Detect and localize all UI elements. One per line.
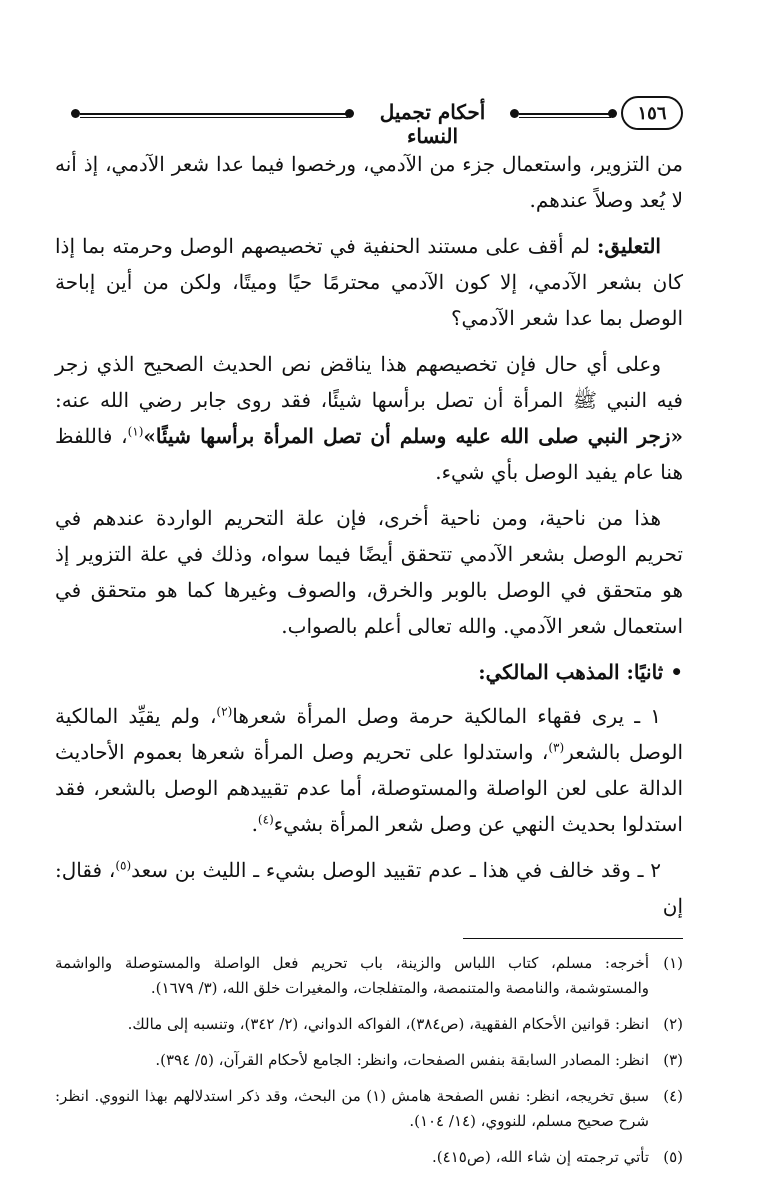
page-number: ١٥٦ [621,96,683,130]
paragraph-hadith [55,346,683,490]
point-2-text-b: ، فقال: إن [55,858,683,918]
footnote-text: انظر: قوانين الأحكام الفقهية، (ص٣٨٤)، الفواكه الدواني، (٢/ ٣٤٢)، وتنسبه إلى مالك. [127,1015,649,1033]
footnote-ref: (٥) [115,858,132,873]
page-header [55,94,683,148]
paragraph-reasoning: هذا من ناحية، ومن ناحية أخرى، فإن علة التحريم الواردة عندهم في تحريم الوصل بشعر الآدمي تتحقق أيضًا فيما سواه، وذلك في علة التزوير إذ هو متحقق في الوصل بالوبر والخرق، والصوف وغيرها كما هو متحقق في استعمال شعر الآدمي. والله تعالى أعلم بالصواب. [55,506,683,638]
footnote [55,951,683,1001]
footnote-ref: (٢) [216,704,233,719]
running-title: أحكام تجميل النساء [379,100,486,148]
header-rule [80,113,348,118]
footnote [55,1145,683,1170]
main-text [55,146,683,924]
paragraph-continuation: من التزوير، واستعمال جزء من الآدمي، ورخصوا فيما عدا شعر الآدمي، إذ أنه لا يُعد وصلاً عندهم. [55,152,683,212]
commentary-label: التعليق: [596,234,661,258]
commentary-text: لم أقف على مستند الحنفية في تخصيصهم الوصل وحرمته بما إذا كان بشعر الآدمي، إلا كون الآدمي محترمًا حيًا وميتًا، ولكن من أين إباحة الوصل بما عدا شعر الآدمي؟ [55,234,683,330]
footnote-separator [463,938,683,939]
footnote-number: (٥) [663,1148,683,1166]
paragraph-point-2 [55,852,683,924]
footnote-number: (٣) [663,1051,683,1069]
point-1-text-a: ١ ـ يرى فقهاء المالكية حرمة وصل المرأة شعرها [232,704,661,728]
footnote-number: (٢) [663,1015,683,1033]
footnote-ref: (٣) [548,740,565,755]
footnote-ref: (١) [127,424,144,439]
section-heading: • ثانيًا: المذهب المالكي: [478,660,683,684]
hadith-conclusion: ، فاللفظ هنا عام يفيد الوصل بأي شيء. [55,424,683,484]
footnote-number: (١) [663,954,683,972]
footnotes [55,951,683,1170]
footnote-text: سبق تخريجه، انظر: نفس الصفحة هامش (١) من البحث، وقد ذكر استدلالهم بهذا النووي. انظر: شرح صحيح مسلم، للنووي، (١٤/ ١٠٤). [55,1087,649,1130]
hadith-intro: وعلى أي حال فإن تخصيصهم هذا يناقض نص الحديث الصحيح الذي زجر فيه النبي ﷺ المرأة أن تصل برأسها شيئًا، فقد روى جابر رضي الله عنه: [55,352,683,412]
footnote-text: تأتي ترجمته إن شاء الله، (ص٤١٥). [432,1148,649,1166]
header-ornament-dot [71,109,80,118]
header-rule [519,113,611,118]
footnote [55,1048,683,1073]
footnote-text: انظر: المصادر السابقة بنفس الصفحات، وانظر: الجامع لأحكام القرآن، (٥/ ٣٩٤). [155,1051,649,1069]
footnote-ref: (٤) [257,812,274,827]
paragraph-point-1 [55,698,683,842]
point-1-text-c: ، واستدلوا على تحريم وصل المرأة شعرها بعموم الأحاديث الدالة على لعن الواصلة والمستوصلة، أما عدم تقييدهم الوصل بالشعر، فقد استدلوا بحديث النهي عن وصل شعر المرأة بشيء [55,740,683,836]
hadith-quote: «زجر النبي صلى الله عليه وسلم أن تصل المرأة برأسها شيئًا» [143,424,683,448]
point-1-text-b: ، ولم يقيِّد المالكية الوصل بالشعر [55,704,683,764]
point-1-text-d: . [251,812,258,836]
footnote-text: أخرجه: مسلم، كتاب اللباس والزينة، باب تحريم فعل الواصلة والمستوصلة والواشمة والمستوشمة، والنامصة والمتنمصة، والمتفلجات، والمغيرات خلق الله، (٣/ ١٦٧٩). [55,954,649,997]
footnote [55,1084,683,1134]
point-2-text-a: ٢ ـ وقد خالف في هذا ـ عدم تقييد الوصل بشيء ـ الليث بن سعد [131,858,661,882]
footnote-number: (٤) [663,1087,683,1105]
paragraph-commentary [55,228,683,336]
footnote [55,1012,683,1037]
book-page [55,94,683,1166]
header-ornament-dot [510,109,519,118]
